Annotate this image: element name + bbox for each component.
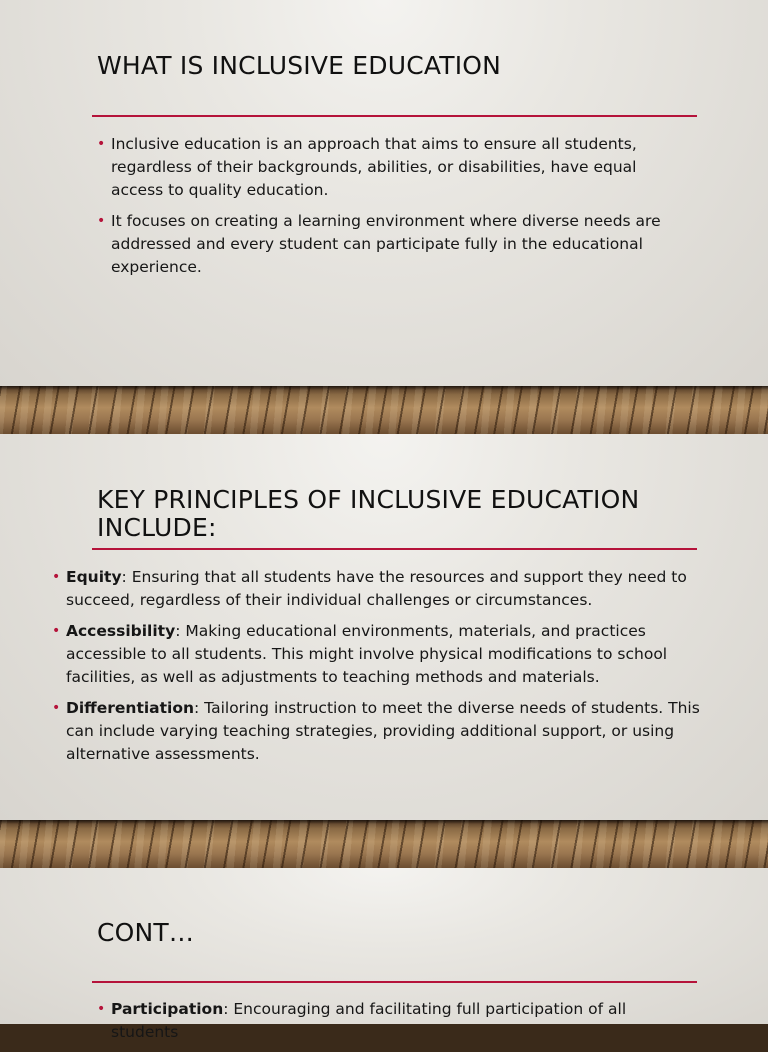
bullet-text: It focuses on creating a learning environment where diverse needs are addressed and every student can participate fully in the educational experience. [111, 212, 661, 276]
bullet-text: : Tailoring instruction to meet the diverse needs of students. This can include varying teaching strategies, providing additional support, or using alternative assessments. [66, 699, 700, 763]
wood-floor-divider [0, 386, 768, 434]
title-underline [92, 115, 697, 117]
list-item [97, 210, 682, 279]
slide-3 [0, 868, 768, 1041]
bullet-text: Inclusive education is an approach that aims to ensure all students, regardless of their backgrounds, abilities, or disabilities, have equal access to quality education. [111, 135, 637, 199]
bullet-list [52, 566, 728, 774]
bullet-term: Differentiation [66, 699, 195, 717]
title-underline [92, 548, 697, 550]
bullet-text: : Encouraging and facilitating full participation of all students [111, 1000, 627, 1041]
bullet-list [97, 998, 697, 1052]
slide-title: CONT… [97, 918, 195, 947]
bullet-text: : Ensuring that all students have the resources and support they need to succeed, regardless of their individual challenges or circumstances. [66, 568, 687, 609]
bullet-term: Accessibility [66, 622, 176, 640]
list-item [97, 133, 682, 202]
slide-title: KEY PRINCIPLES OF INCLUSIVE EDUCATION INCLUDE: [97, 485, 640, 542]
title-underline [92, 981, 697, 983]
wood-floor-divider [0, 820, 768, 868]
list-item [52, 697, 728, 766]
bullet-term: Equity [66, 568, 122, 586]
slide-1 [0, 0, 768, 386]
bullet-term: Participation [111, 1000, 224, 1018]
list-item [52, 620, 728, 689]
slide-title: WHAT IS INCLUSIVE EDUCATION [97, 51, 502, 80]
bullet-list [97, 133, 682, 287]
list-item [97, 998, 697, 1044]
list-item [52, 566, 728, 612]
slide-2 [0, 434, 768, 820]
bullet-text: : Making educational environments, materials, and practices accessible to all students. This might involve physical modifications to school facilities, as well as adjustments to teaching methods and materials. [66, 622, 668, 686]
